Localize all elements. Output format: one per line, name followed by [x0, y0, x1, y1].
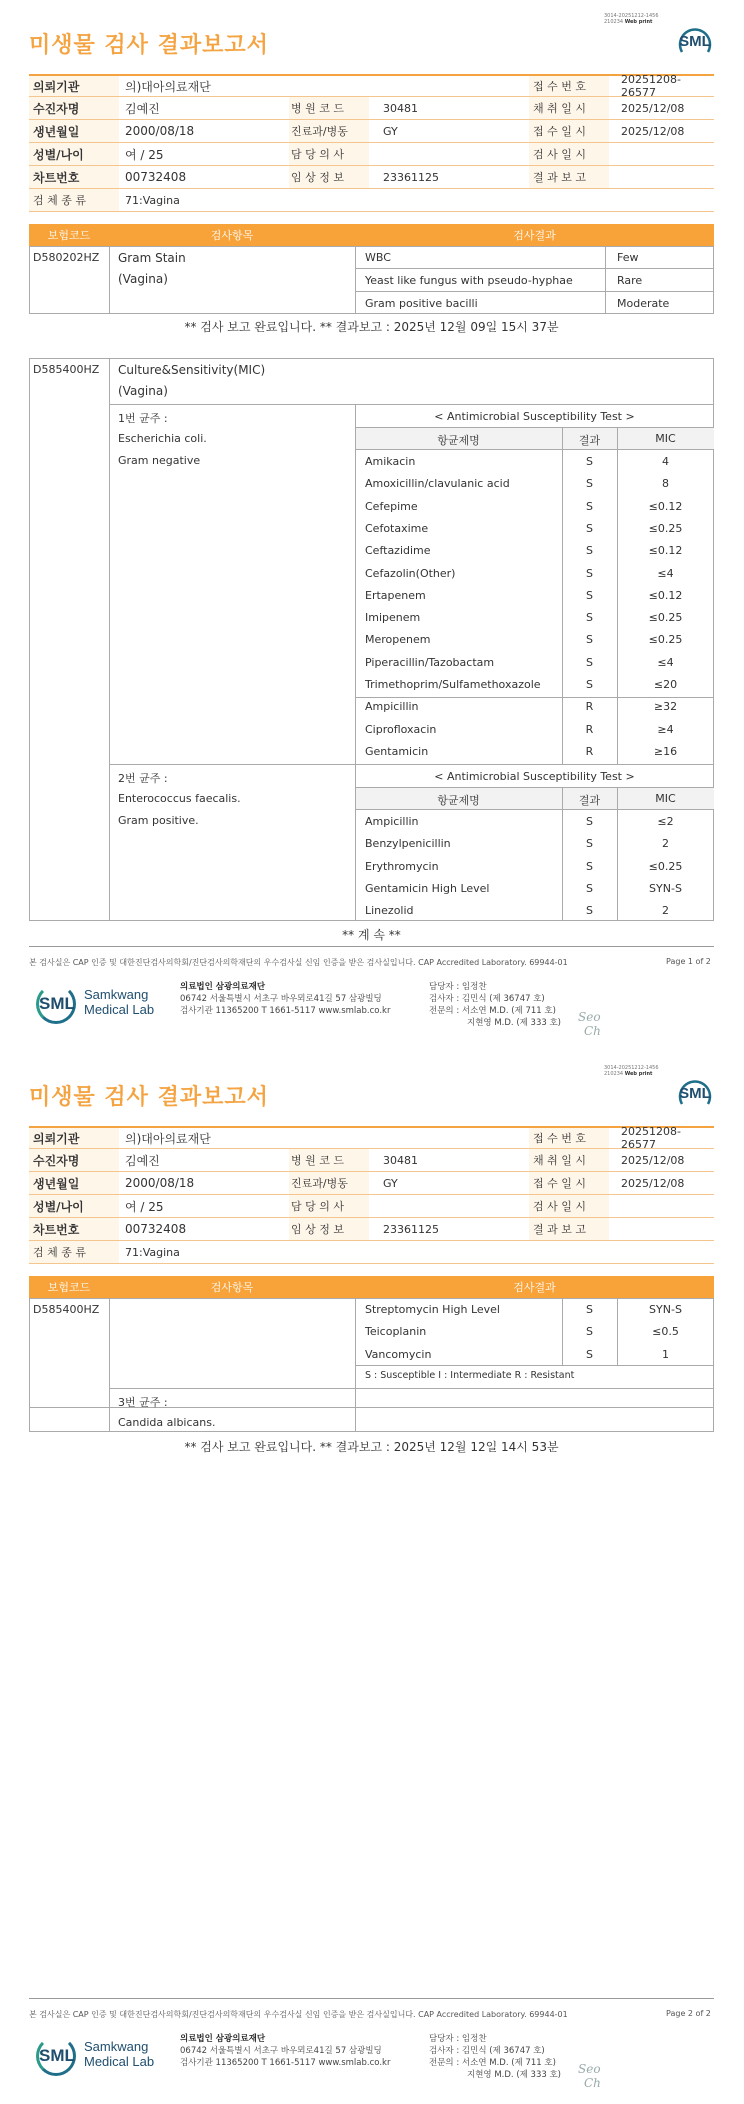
drug-mic: ≤0.12	[648, 588, 683, 602]
drug-mic: ≥4	[657, 722, 674, 736]
drug-res: S	[586, 815, 593, 828]
culture-site: (Vagina)	[118, 384, 168, 398]
drug-res: S	[586, 678, 593, 691]
gram-row-value: Few	[617, 251, 639, 264]
org1-label: 1번 균주 :	[118, 412, 168, 425]
gram-row-value: Rare	[617, 274, 643, 287]
institution: 의)대아의료재단	[125, 79, 211, 94]
result-table-header	[29, 1276, 714, 1298]
sir-legend: S : Susceptible I : Intermediate R : Resistant	[365, 1370, 575, 1381]
receipt-no: 20251208-26577	[621, 73, 681, 99]
drug-mic: ≤4	[657, 566, 674, 580]
drug-res: S	[586, 859, 593, 873]
gram-row-label: WBC	[365, 251, 391, 264]
label-receipt-no: 접 수 번 호	[529, 76, 609, 96]
label-receipt-date: 접 수 일 시	[529, 120, 609, 142]
drug-mic: ≤0.25	[648, 611, 683, 625]
gram-row-value: Moderate	[617, 297, 670, 310]
header-code: 보험코드	[47, 1281, 91, 1294]
birth-date: 2000/08/18	[125, 124, 195, 138]
culture-code: D585400HZ	[33, 363, 100, 376]
web-print-label: Web print	[624, 19, 653, 25]
page-number: Page 2 of 2	[666, 2009, 711, 2018]
sex-age: 여 / 25	[125, 147, 164, 162]
drug-res: S	[586, 455, 593, 468]
corp-contact: 검사기관 11365200 T 1661-5117 www.smlab.co.kr	[180, 1006, 391, 1016]
gram-code: D580202HZ	[33, 251, 100, 264]
org3-block	[109, 1388, 714, 1432]
label-collect-date: 채 취 일 시	[529, 1149, 609, 1171]
corp-address: 06742 서울특별시 서초구 바우뫼로41길 57 삼광빌딩	[180, 994, 382, 1004]
drug-res: S	[586, 837, 593, 851]
drug-res: S	[586, 611, 593, 625]
label-sex-age: 성별/나이	[29, 143, 119, 165]
corp-address: 06742 서울특별시 서초구 바우뫼로41길 57 삼광빌딩	[180, 2046, 382, 2056]
staff-line: 검사자 : 김민식 (제 36747 호)	[429, 2046, 545, 2056]
drug-res: S	[586, 477, 593, 491]
drug-mic: ≤2	[657, 815, 674, 828]
gram-site: (Vagina)	[118, 272, 168, 286]
chart-no: 00732408	[125, 170, 187, 184]
drug-mic: ≥16	[653, 744, 678, 758]
staff-line: 지현영 M.D. (제 333 호)	[467, 1018, 562, 1028]
corp-name: 의료법인 삼광의료재단	[180, 2034, 266, 2044]
drug-mic: ≤0.25	[648, 521, 683, 535]
staff-line: 검사자 : 김민식 (제 36747 호)	[429, 994, 545, 1004]
drug-res: S	[586, 881, 593, 895]
drug-drug: Imipenem	[365, 611, 421, 625]
col-result-2: 결과	[578, 794, 601, 807]
drug-drug: Ciprofloxacin	[365, 722, 437, 736]
report-complete-1: ** 검사 보고 완료입니다. ** 결과보고 : 2025년 12월 09일 15시 37분	[184, 320, 559, 334]
print-code-line2: 210234	[604, 1071, 624, 1077]
label-doctor: 담 당 의 사	[289, 143, 369, 165]
corp-info	[180, 981, 390, 1017]
ast-title: < Antimicrobial Susceptibility Test >	[434, 410, 635, 423]
receipt-no: 20251208-26577	[621, 1125, 681, 1151]
patient-info	[29, 74, 714, 212]
org2-gram: Gram positive.	[118, 814, 199, 827]
label-receipt-date: 접 수 일 시	[529, 1172, 609, 1194]
ast-title-2: < Antimicrobial Susceptibility Test >	[434, 770, 635, 783]
label-hospital-code: 병 원 코 드	[289, 97, 369, 119]
drug-mic: 2	[662, 837, 669, 851]
gram-name: Gram Stain	[118, 251, 186, 265]
col-drug-2: 항균제명	[437, 794, 480, 807]
drug-res: S	[586, 588, 593, 602]
drug-drug: Trimethoprim/Sulfamethoxazole	[365, 678, 541, 691]
label-chart: 차트번호	[29, 166, 119, 188]
cap-note: 본 검사실은 CAP 인증 및 대한진단검사의학회/진단검사의학재단의 우수검사실 신임 인증을 받은 검사실입니다. CAP Accredited Laboratory. 69944-01	[29, 958, 568, 967]
chart-no: 00732408	[125, 1222, 187, 1236]
label-report: 결 과 보 고	[529, 166, 609, 188]
drug-res: S	[586, 521, 593, 535]
corp-name: 의료법인 삼광의료재단	[180, 982, 266, 992]
label-sex-age: 성별/나이	[29, 1195, 119, 1217]
sml-badge-logo	[676, 24, 714, 60]
header-item: 검사항목	[210, 229, 254, 242]
culture-name: Culture&Sensitivity(MIC)	[118, 363, 266, 377]
drug-drug: Ampicillin	[365, 700, 419, 714]
specimen: 71:Vagina	[125, 1245, 180, 1259]
brand-line2: Medical Lab	[84, 2054, 155, 2069]
report-page-2	[0, 1052, 744, 2104]
staff-info	[429, 2033, 561, 2081]
drug-res: S	[586, 904, 593, 918]
col-drug: 항균제명	[437, 434, 480, 447]
label-receipt-no: 접 수 번 호	[529, 1128, 609, 1148]
birth-date: 2000/08/18	[125, 1176, 195, 1190]
hospital-code: 30481	[383, 1153, 418, 1167]
org1-name: Escherichia coli.	[118, 432, 207, 445]
signature-1: Seo	[578, 1010, 601, 1024]
label-test-date: 검 사 일 시	[529, 143, 609, 165]
drug-mic: ≤20	[653, 678, 678, 691]
header-result: 검사결과	[513, 1281, 556, 1294]
drug-res: R	[585, 744, 594, 758]
staff-line: 전문의 : 서소연 M.D. (제 711 호)	[429, 1006, 556, 1016]
drug-drug: Amikacin	[365, 455, 416, 468]
corp-info	[180, 2033, 390, 2069]
sml-badge-text: SML	[679, 33, 711, 50]
label-clinical: 임 상 정 보	[289, 1218, 369, 1240]
drug-res: S	[586, 499, 593, 513]
org3-name: Candida albicans.	[118, 1416, 216, 1429]
label-clinical: 임 상 정 보	[289, 166, 369, 188]
drug-mic: ≤0.25	[648, 633, 683, 647]
drug-res: S	[586, 1303, 593, 1316]
drug-mic: ≥32	[653, 700, 678, 714]
dept: GY	[383, 124, 398, 138]
label-dept: 진료과/병동	[289, 1172, 369, 1194]
drug-drug: Ceftazidime	[365, 544, 431, 558]
receipt-date: 2025/12/08	[621, 1176, 685, 1190]
institution: 의)대아의료재단	[125, 1131, 211, 1146]
drug-res: S	[586, 566, 593, 580]
col-mic-2: MIC	[655, 792, 676, 805]
print-code-line1: 3014-20251212-1456	[604, 13, 659, 19]
patient-info	[29, 1126, 714, 1264]
label-birth: 생년월일	[29, 120, 119, 142]
drug-res: S	[586, 544, 593, 558]
print-code	[604, 1065, 659, 1077]
drug-res: S	[586, 655, 593, 669]
drug-drug: Meropenem	[365, 633, 431, 647]
drug-mic: SYN-S	[649, 881, 682, 895]
drug-mic: ≤4	[657, 655, 674, 669]
clinical-info: 23361125	[383, 170, 439, 184]
gram-row-label: Yeast like fungus with pseudo-hyphae	[365, 274, 573, 287]
header-code: 보험코드	[47, 229, 91, 242]
samkwang-logo	[36, 2036, 166, 2076]
drug-drug: Gentamicin High Level	[365, 881, 490, 895]
drug-mic: 8	[662, 477, 669, 491]
staff-info	[429, 981, 561, 1029]
drug-mic: 4	[662, 455, 669, 468]
drug-drug: Piperacillin/Tazobactam	[365, 655, 495, 669]
header-result: 검사결과	[513, 229, 556, 242]
label-institution: 의뢰기관	[29, 1128, 119, 1148]
report-title: 미생물 검사 결과보고서	[29, 33, 269, 58]
clinical-info: 23361125	[383, 1222, 439, 1236]
hospital-code: 30481	[383, 101, 418, 115]
label-chart: 차트번호	[29, 1218, 119, 1240]
label-birth: 생년월일	[29, 1172, 119, 1194]
drug-drug: Benzylpenicillin	[365, 837, 451, 851]
page-number: Page 1 of 2	[666, 957, 711, 966]
drug-mic: ≤0.12	[648, 499, 683, 513]
signature-2: Ch	[584, 1024, 601, 1038]
web-print-label: Web print	[624, 1071, 653, 1077]
col-mic: MIC	[655, 432, 676, 445]
print-code-line2: 210234	[604, 19, 624, 25]
samkwang-logo	[36, 984, 166, 1024]
specimen: 71:Vagina	[125, 193, 180, 207]
signature-1: Seo	[578, 2062, 601, 2076]
brand-line1: Samkwang	[84, 987, 149, 1002]
drug-mic: 2	[662, 904, 669, 918]
staff-line: 담당자 : 임정찬	[429, 2034, 487, 2044]
drug-drug: Gentamicin	[365, 744, 429, 758]
drug-drug: Amoxicillin/clavulanic acid	[365, 477, 510, 491]
receipt-date: 2025/12/08	[621, 124, 685, 138]
drug-mic: ≤0.5	[652, 1325, 679, 1339]
cap-note: 본 검사실은 CAP 인증 및 대한진단검사의학회/진단검사의학재단의 우수검사실 신임 인증을 받은 검사실입니다. CAP Accredited Laboratory. 69944-01	[29, 2010, 568, 2019]
header-item: 검사항목	[210, 1281, 254, 1294]
drug-drug: Ertapenem	[365, 588, 426, 602]
drug-drug: Cefazolin(Other)	[365, 566, 456, 580]
drug-drug: Streptomycin High Level	[365, 1303, 500, 1316]
label-hospital-code: 병 원 코 드	[289, 1149, 369, 1171]
staff-line: 담당자 : 임정찬	[429, 982, 487, 992]
logo-sml-text: SML	[39, 2046, 75, 2065]
sml-badge-logo	[676, 1076, 714, 1112]
continued-label: ** 계 속 **	[342, 928, 401, 942]
patient-name: 김예진	[125, 101, 160, 116]
drug-drug: Erythromycin	[365, 859, 439, 873]
print-code	[604, 13, 659, 25]
dept: GY	[383, 1176, 398, 1190]
drug-drug: Teicoplanin	[365, 1325, 427, 1339]
brand-line1: Samkwang	[84, 2039, 149, 2054]
drug-drug: Cefotaxime	[365, 521, 429, 535]
culture-code-2: D585400HZ	[33, 1303, 100, 1316]
label-name: 수진자명	[29, 97, 119, 119]
label-collect-date: 채 취 일 시	[529, 97, 609, 119]
report-complete-2: ** 검사 보고 완료입니다. ** 결과보고 : 2025년 12월 12일 14시 53분	[184, 1440, 559, 1454]
logo-sml-text: SML	[39, 994, 75, 1013]
drug-drug: Ampicillin	[365, 815, 419, 828]
org2-label: 2번 균주 :	[118, 772, 168, 785]
label-name: 수진자명	[29, 1149, 119, 1171]
sex-age: 여 / 25	[125, 1199, 164, 1214]
gram-row-label: Gram positive bacilli	[365, 297, 478, 310]
brand-line2: Medical Lab	[84, 1002, 155, 1017]
drug-mic: SYN-S	[649, 1303, 682, 1316]
collect-date: 2025/12/08	[621, 101, 685, 115]
drug-res: S	[586, 633, 593, 647]
drug-mic: ≤0.12	[648, 544, 683, 558]
drug-res: R	[585, 722, 594, 736]
drug-drug: Cefepime	[365, 499, 418, 513]
drug-mic: ≤0.25	[648, 859, 683, 873]
label-dept: 진료과/병동	[289, 120, 369, 142]
col-result: 결과	[578, 434, 601, 447]
label-doctor: 담 당 의 사	[289, 1195, 369, 1217]
signature-2: Ch	[584, 2076, 601, 2090]
label-report: 결 과 보 고	[529, 1218, 609, 1240]
org2-name: Enterococcus faecalis.	[118, 792, 241, 805]
drug-drug: Vancomycin	[365, 1347, 432, 1361]
label-test-date: 검 사 일 시	[529, 1195, 609, 1217]
label-institution: 의뢰기관	[29, 76, 119, 96]
corp-contact: 검사기관 11365200 T 1661-5117 www.smlab.co.kr	[180, 2058, 391, 2068]
label-specimen: 검 체 종 류	[29, 189, 119, 211]
result-table-header	[29, 224, 714, 246]
drug-drug: Linezolid	[365, 904, 414, 918]
label-specimen: 검 체 종 류	[29, 1241, 119, 1263]
org3-label: 3번 균주 :	[118, 1396, 168, 1409]
report-title: 미생물 검사 결과보고서	[29, 1085, 269, 1110]
drug-res: S	[586, 1325, 593, 1339]
patient-name: 김예진	[125, 1153, 160, 1168]
drug-mic: 1	[662, 1347, 669, 1361]
collect-date: 2025/12/08	[621, 1153, 685, 1167]
drug-res: S	[586, 1347, 593, 1361]
drug-res: R	[585, 700, 594, 714]
sml-badge-text: SML	[679, 1085, 711, 1102]
staff-line: 전문의 : 서소연 M.D. (제 711 호)	[429, 2058, 556, 2068]
org1-gram: Gram negative	[118, 454, 201, 467]
print-code-line1: 3014-20251212-1456	[604, 1065, 659, 1071]
staff-line: 지현영 M.D. (제 333 호)	[467, 2070, 562, 2080]
